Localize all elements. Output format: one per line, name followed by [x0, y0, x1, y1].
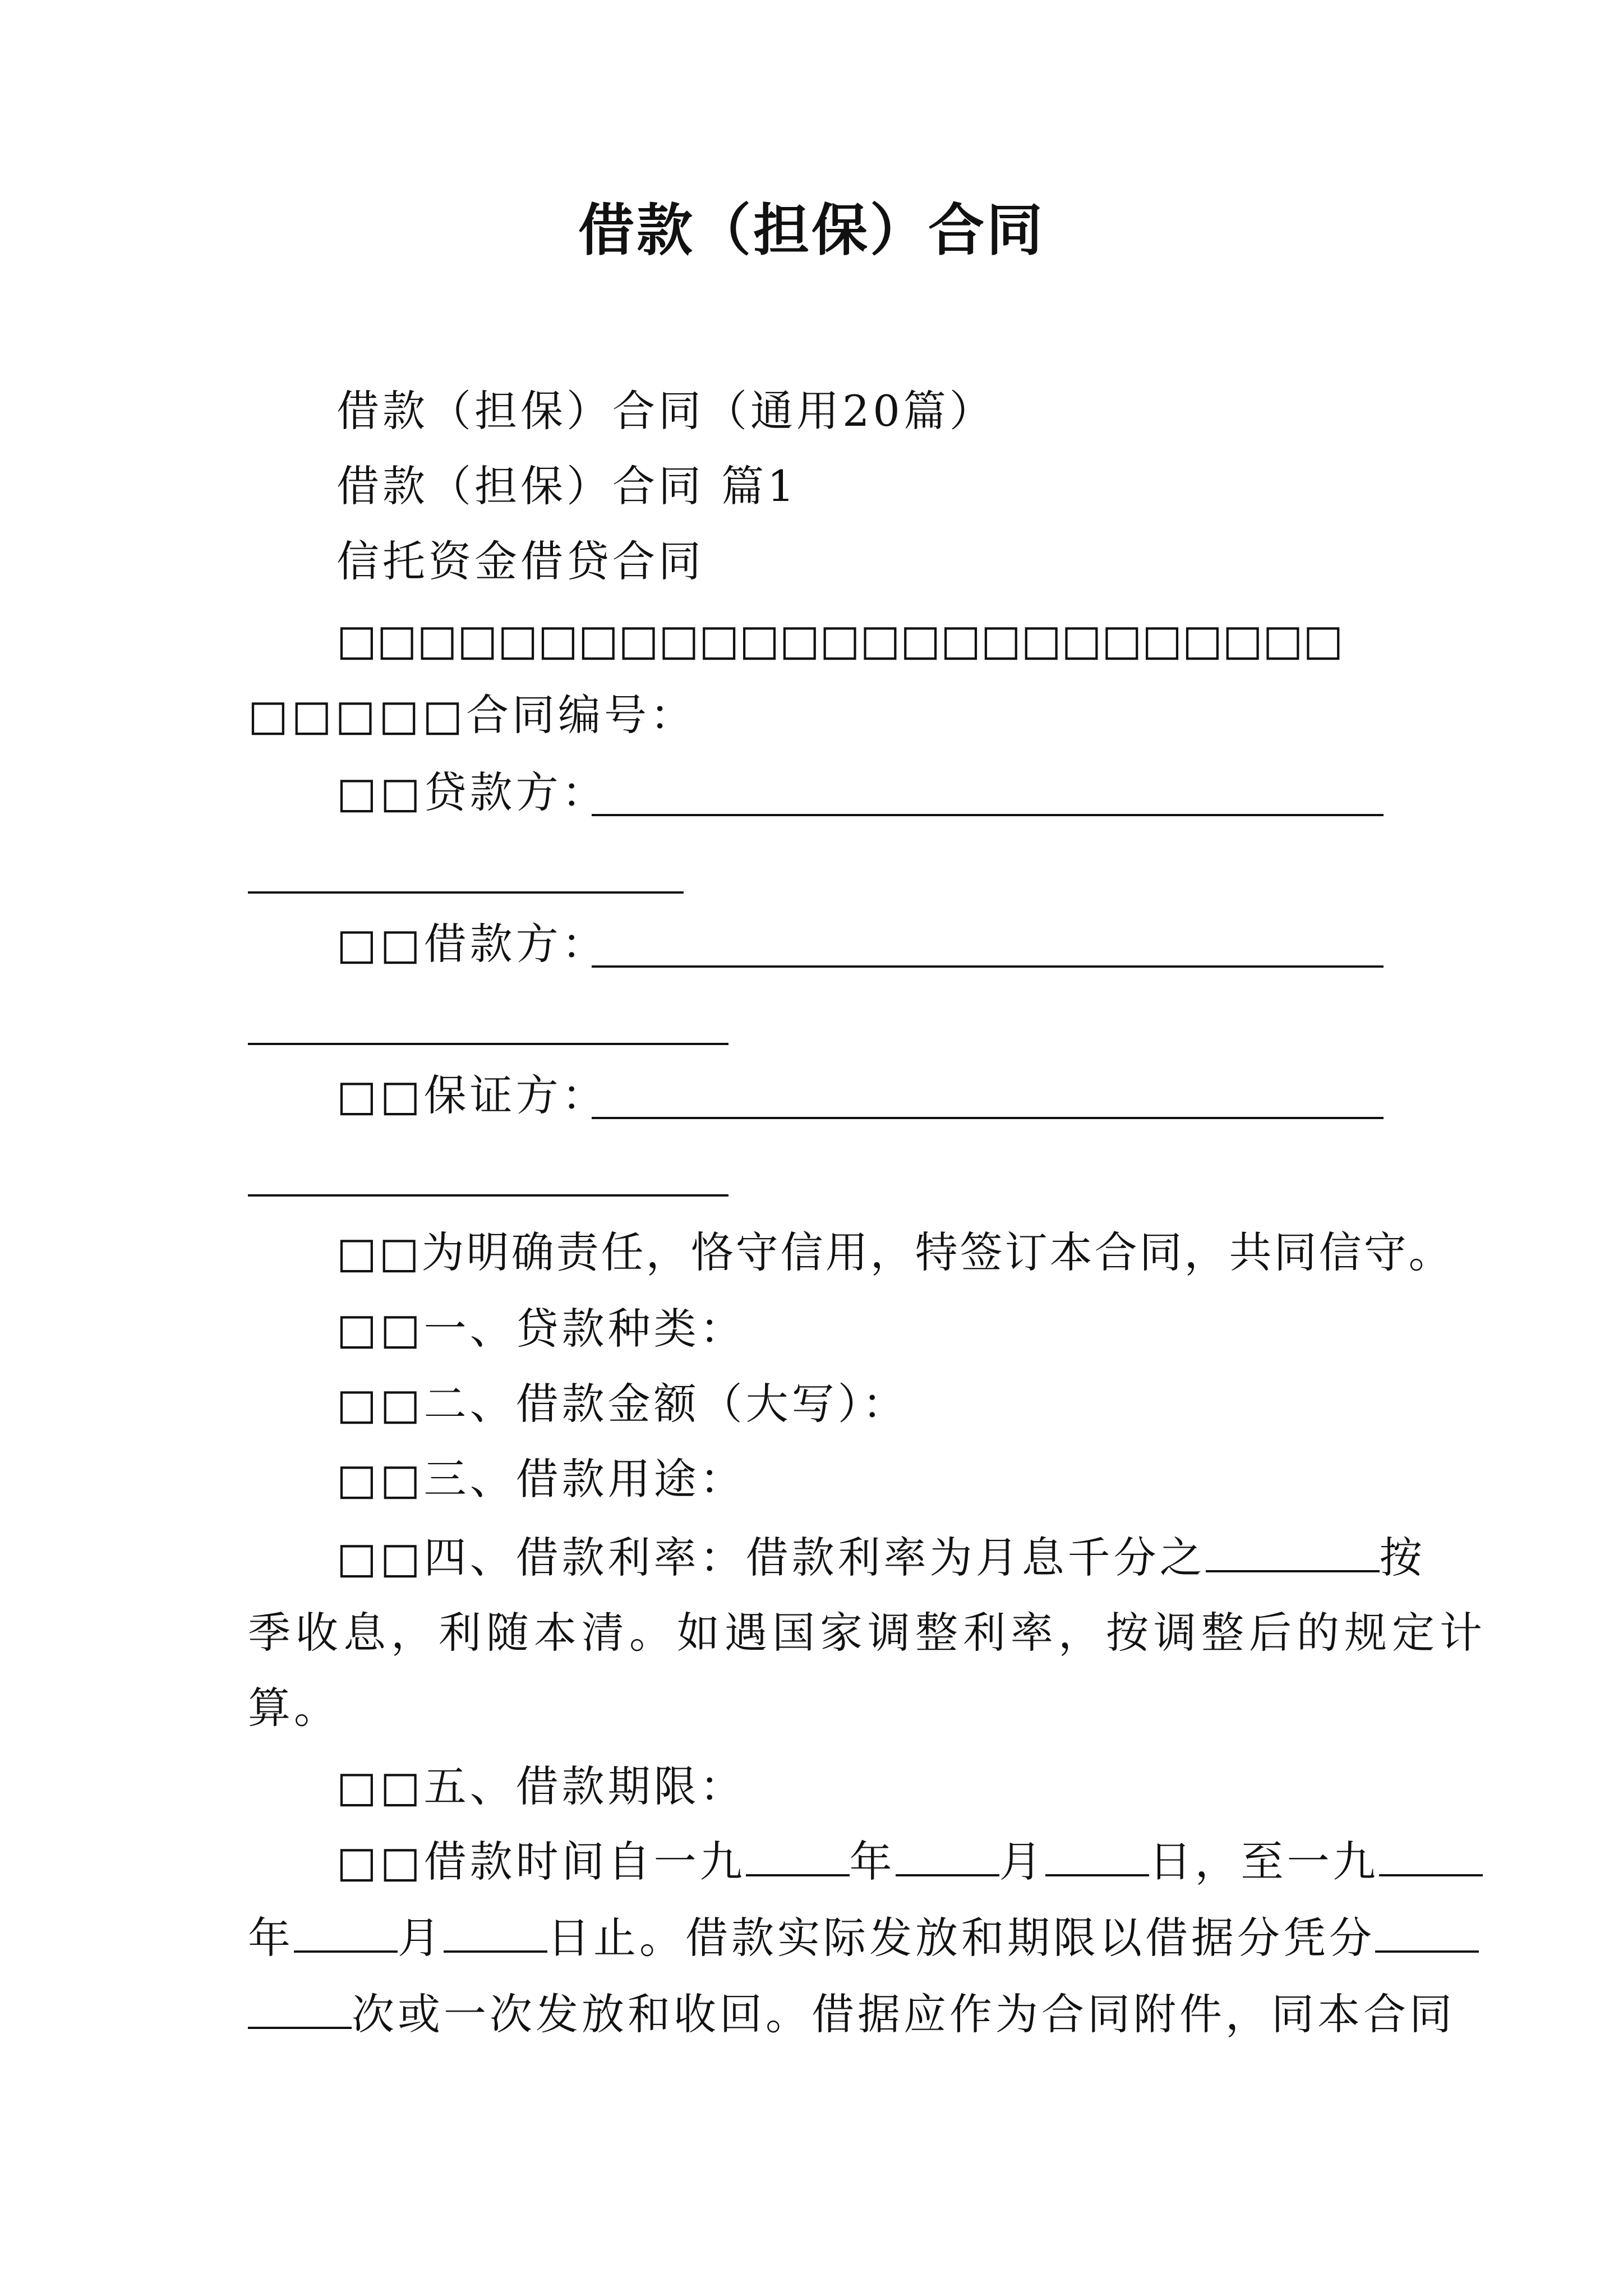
term-line-2	[248, 1910, 1479, 1966]
term-line-3	[248, 1986, 1455, 2042]
term-start-prefix: □□借款时间自一九	[336, 1837, 746, 1887]
guarantor-blank-line-cont	[248, 1194, 728, 1197]
term-line-1	[336, 1834, 1483, 1890]
clause-loan-type: □□一、贷款种类：	[336, 1304, 746, 1354]
borrower-label: □□借款方：	[336, 919, 608, 969]
interest-rate-blank	[1206, 1531, 1380, 1572]
borrower-blank-line-cont	[248, 1043, 728, 1045]
interest-rate-line2: 季收息，利随本清。如遇国家调整利率，按调整后的规定计	[248, 1608, 1487, 1658]
term3-tail-text: 次或一次发放和收回。借据应作为合同附件，同本合同	[352, 1989, 1455, 2039]
start-month-blank	[896, 1835, 999, 1876]
term-day-to-label: 日，至一九	[1149, 1837, 1379, 1887]
interest-rate-line3: 算。	[248, 1683, 340, 1733]
placeholder-boxes-line	[336, 612, 1343, 668]
clause-loan-term: □□五、借款期限：	[336, 1761, 746, 1811]
clause-loan-amount: □□二、借款金额（大写）：	[336, 1379, 909, 1429]
guarantor-label: □□保证方：	[336, 1070, 608, 1120]
purpose-statement: □□为明确责任，恪守信用，特签订本合同，共同信守。	[336, 1227, 1454, 1277]
installments-blank	[1375, 1911, 1479, 1953]
end-day-blank	[444, 1911, 547, 1953]
term2-year-label: 年	[248, 1913, 294, 1963]
lender-blank-line-cont	[248, 891, 684, 894]
term2-tail-text: 日止。借款实际发放和期限以借据分凭分	[547, 1913, 1375, 1963]
term-year-label: 年	[849, 1837, 896, 1887]
borrower-blank-line	[592, 965, 1384, 968]
clause-interest-rate	[336, 1530, 1426, 1586]
collection-heading: 借款（担保）合同（通用20篇）	[336, 386, 995, 436]
lender-blank-line	[592, 814, 1384, 816]
document-title: 借款（担保）合同	[578, 197, 1045, 263]
interest-rate-suffix: 按	[1379, 1533, 1426, 1582]
end-month-blank	[294, 1911, 398, 1953]
end-year-blank	[1379, 1835, 1483, 1876]
lender-label: □□贷款方：	[336, 767, 608, 817]
interest-rate-text: □□四、借款利率：借款利率为月息千分之	[336, 1533, 1206, 1582]
section-heading: 借款（担保）合同 篇1	[336, 461, 798, 511]
term-month-label: 月	[999, 1837, 1045, 1887]
start-day-blank	[1045, 1835, 1149, 1876]
contract-number-label: □□□□□合同编号：	[248, 690, 697, 740]
contract-name: 信托资金借贷合同	[336, 536, 704, 586]
guarantor-blank-line	[592, 1117, 1384, 1119]
installments-blank-cont	[248, 1987, 352, 2029]
clause-loan-purpose: □□三、借款用途：	[336, 1454, 746, 1504]
term2-month-label: 月	[398, 1913, 444, 1963]
start-year-blank	[746, 1835, 850, 1876]
placeholder-boxes: □□□□□□□□□□□□□□□□□□□□□□□□□	[336, 615, 1344, 665]
